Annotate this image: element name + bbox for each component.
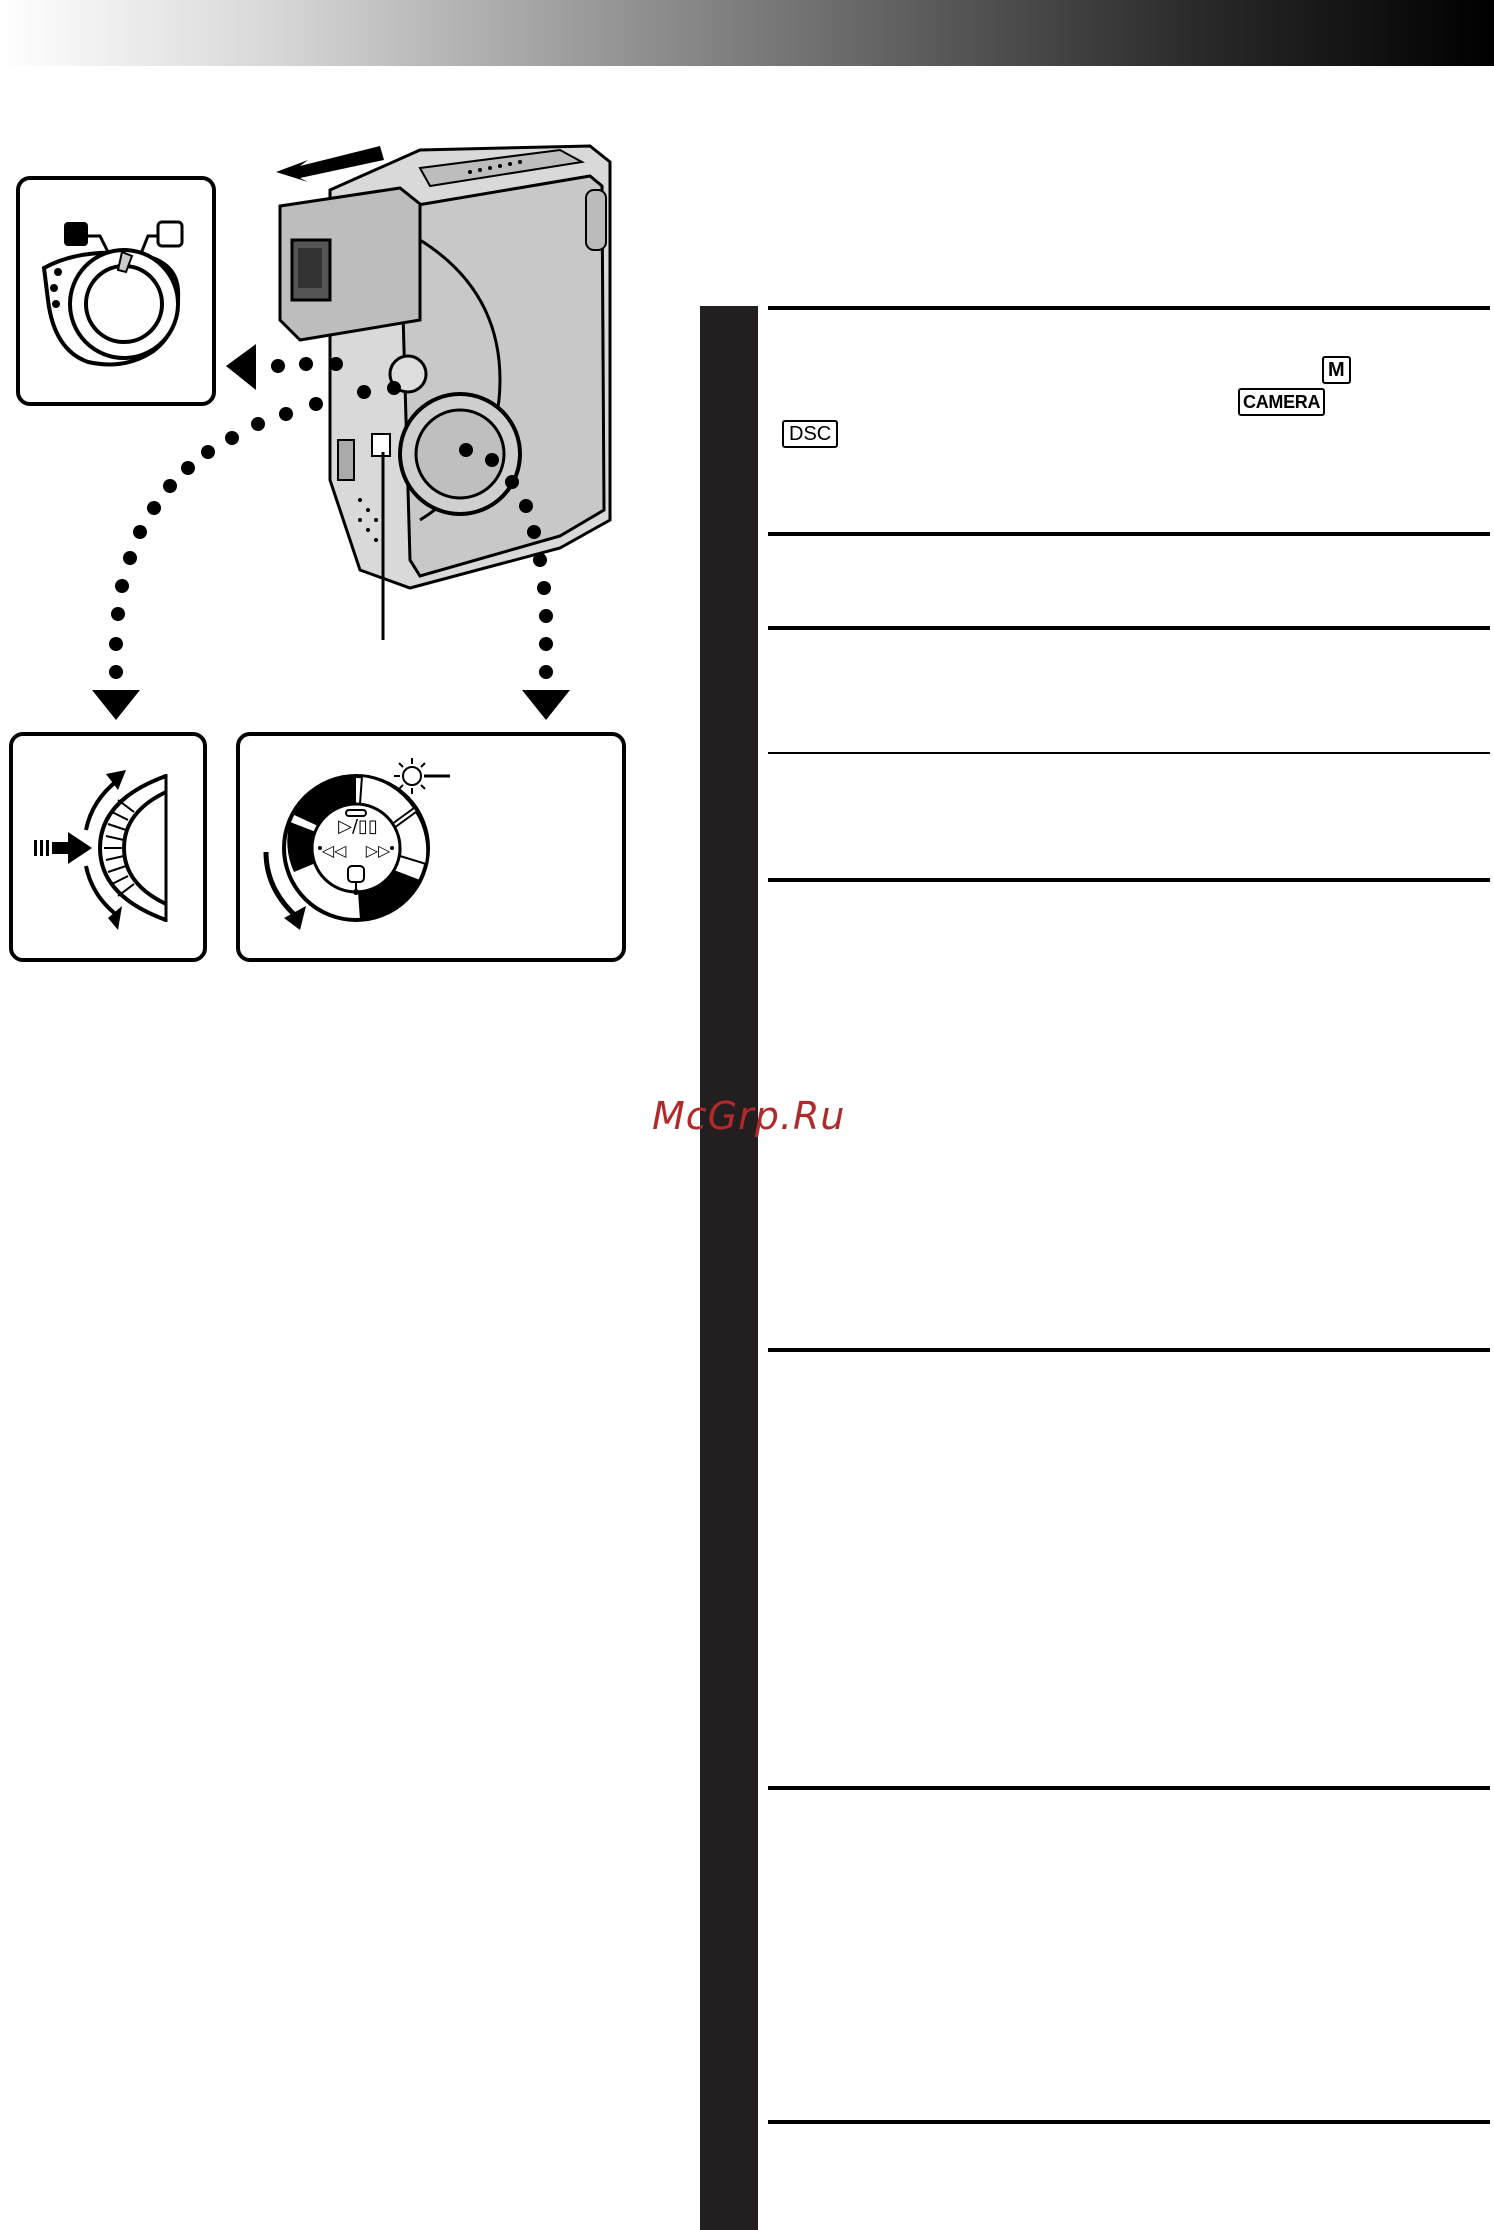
dial-rewind-label: ◁◁ bbox=[321, 841, 347, 860]
camcorder-illustration bbox=[0, 120, 640, 970]
section-rule bbox=[768, 1348, 1490, 1352]
camera-mode-badge: CAMERA bbox=[1238, 388, 1325, 416]
dial-playback-label: ▷/▯▯ bbox=[338, 816, 378, 837]
section-rule bbox=[768, 752, 1490, 754]
dial-forward-label: ▷▷ bbox=[365, 841, 391, 860]
watermark-text: McGrp.Ru bbox=[652, 1094, 846, 1138]
section-rule bbox=[768, 2120, 1490, 2124]
dsc-mode-badge: DSC bbox=[782, 420, 838, 448]
inset-operation-dial bbox=[238, 734, 624, 960]
inset-power-switch bbox=[18, 178, 214, 404]
section-rule bbox=[768, 626, 1490, 630]
section-rule bbox=[768, 878, 1490, 882]
inset-zoom-ring bbox=[11, 734, 205, 960]
mode-m-badge: M bbox=[1322, 356, 1351, 384]
section-rule bbox=[768, 306, 1490, 310]
section-side-bar bbox=[700, 306, 758, 2230]
header-gradient-bar bbox=[0, 0, 1494, 66]
section-rule bbox=[768, 532, 1490, 536]
section-rule bbox=[768, 1786, 1490, 1790]
camcorder-body bbox=[280, 146, 610, 588]
